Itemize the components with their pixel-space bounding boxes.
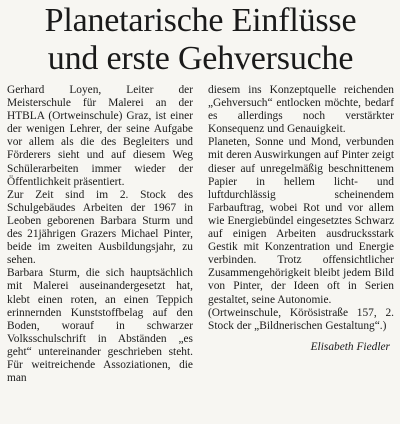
- paragraph-intro: Gerhard Loyen, Leiter der Meisterschule für Malerei an der HTBLA (Ortweinschule) Graz, ist einer der wenigen Lehrer, der seine Aufgabe vor allem als die des Begleiters und Förderers sieht und auf diesem Weg Schülerarbeiten immer wieder der Öffentlichkeit präsentiert.: [7, 84, 193, 188]
- paragraph-pinter: Planeten, Sonne und Mond, verbunden mit deren Auswirkungen auf Pinter zeigt dieser auf unregelmäßig beschnittenem Papier in hellem licht- und luftdurchlässig scheinendem Farbauftrag, wobei Rot und vor allem wie Energiebündel eingesetztes Schwarz auf einigen Arbeiten ausdrucksstark Gestik mit Konzentration und Energie verbinden. Trotz offensichtlicher Zusammengehörigkeit bleibt jedem Bild von Pinter, der Ideen oft in Serien gestaltet, seine Autonomie.: [208, 136, 394, 306]
- right-column: [208, 84, 394, 385]
- paragraph-exhibition: Zur Zeit sind im 2. Stock des Schulgebäudes Arbeiten der 1967 in Leoben geborenen Barbara Sturm und des 21jährigen Grazers Michael Pinter, beide im zweiten Ausbildungsjahr, zu sehen.: [7, 188, 193, 267]
- headline-line-2: und erste Gehversuche: [47, 40, 354, 77]
- article-body: [7, 84, 394, 385]
- author-signature: Elisabeth Fiedler: [310, 340, 390, 353]
- paragraph-location: (Ortweinschule, Körösistraße 157, 2. Stock der „Bildnerischen Gestaltung“.): [208, 306, 394, 332]
- article-headline: [7, 0, 394, 78]
- paragraph-sturm: Barbara Sturm, die sich hauptsächlich mit Malerei auseinandergesetzt hat, klebt einen roten, an einen Teppich erinnernden Kunststoffbelag auf den Boden, worauf in schwarzer Volksschulschrift in Abständen „es geht“ untereinander geschrieben steht. Für weitreichende Assoziationen, die man: [7, 267, 193, 385]
- paragraph-sturm-continued: diesem ins Konzeptquelle reichenden „Gehversuch“ entlocken möchte, bedarf es allerdings noch verstärkter Konsequenz und Genauigkeit.: [208, 84, 394, 136]
- left-column: [7, 84, 193, 385]
- headline-line-1: Planetarische Einflüsse: [44, 2, 357, 39]
